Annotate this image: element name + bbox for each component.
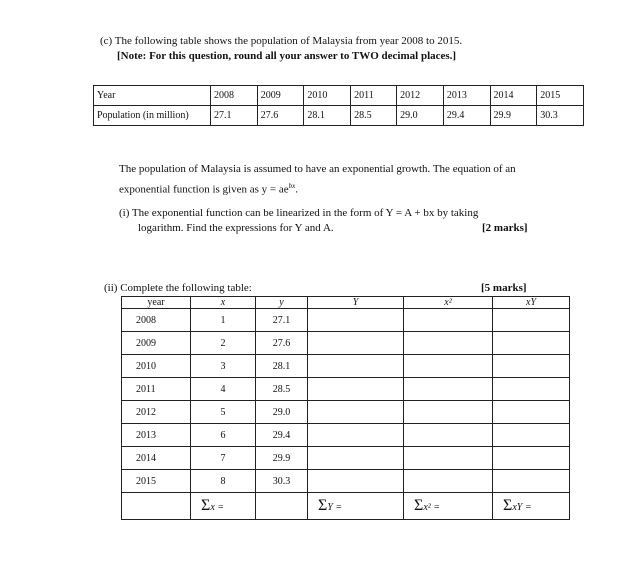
sum-x2-label: x² = <box>423 502 440 513</box>
row-x: 2 <box>191 332 256 355</box>
row-x: 3 <box>191 355 256 378</box>
row-x: 1 <box>191 309 256 332</box>
part-ii-marks: [5 marks] <box>481 282 527 294</box>
sum-empty <box>256 493 308 520</box>
answer-cell-xY[interactable] <box>493 355 570 378</box>
answer-cell-x2[interactable] <box>404 401 493 424</box>
population-cell: 28.1 <box>304 106 351 126</box>
row-y: 29.9 <box>256 447 308 470</box>
header-y-label: y <box>279 297 284 308</box>
row-year: 2010 <box>122 355 191 378</box>
table-row <box>122 470 570 493</box>
sum-Y[interactable] <box>308 493 404 520</box>
answer-cell-xY[interactable] <box>493 447 570 470</box>
answer-cell-Y[interactable] <box>308 424 404 447</box>
working-table-header <box>122 297 570 309</box>
row-x: 8 <box>191 470 256 493</box>
header-xY-label: xY <box>526 297 536 308</box>
header-Y-label: Y <box>352 297 359 308</box>
year-cell: 2015 <box>537 86 584 106</box>
population-cell: 29.4 <box>443 106 490 126</box>
row-x: 6 <box>191 424 256 447</box>
intro-line-2-end: . <box>295 183 298 196</box>
sum-empty <box>122 493 191 520</box>
year-cell: 2013 <box>443 86 490 106</box>
answer-cell-x2[interactable] <box>404 447 493 470</box>
year-cell: 2010 <box>304 86 351 106</box>
population-cell: 30.3 <box>537 106 584 126</box>
row-year: 2011 <box>122 378 191 401</box>
sigma-icon: Σ <box>318 497 328 514</box>
header-x-label: x <box>220 297 226 308</box>
part-i-line-1: (i) The exponential function can be linearized in the form of Y = A + bx by taking <box>119 207 479 219</box>
header-x2 <box>404 297 493 309</box>
sum-x2[interactable] <box>404 493 493 520</box>
header-y <box>256 297 308 309</box>
intro-line-2 <box>119 179 298 197</box>
answer-cell-x2[interactable] <box>404 309 493 332</box>
row-x: 5 <box>191 401 256 424</box>
population-cell: 28.5 <box>351 106 397 126</box>
row-year: 2013 <box>122 424 191 447</box>
population-row <box>94 106 584 126</box>
question-note: [Note: For this question, round all your answer to TWO decimal places.] <box>117 50 457 62</box>
header-year: year <box>122 297 191 309</box>
table-row <box>122 309 570 332</box>
row-y: 28.1 <box>256 355 308 378</box>
table-row <box>122 355 570 378</box>
answer-cell-Y[interactable] <box>308 309 404 332</box>
answer-cell-x2[interactable] <box>404 470 493 493</box>
row-year: 2014 <box>122 447 191 470</box>
row-year: 2009 <box>122 332 191 355</box>
answer-cell-xY[interactable] <box>493 401 570 424</box>
year-cell: 2008 <box>211 86 258 106</box>
header-x2-label: x² <box>444 297 452 308</box>
answer-cell-Y[interactable] <box>308 401 404 424</box>
row-year: 2008 <box>122 309 191 332</box>
answer-cell-xY[interactable] <box>493 470 570 493</box>
year-cell: 2011 <box>351 86 397 106</box>
table-row <box>122 424 570 447</box>
intro-line-2-text: exponential function is given as y = ae <box>119 183 289 196</box>
answer-cell-xY[interactable] <box>493 309 570 332</box>
year-cell: 2012 <box>397 86 444 106</box>
population-cell: 27.1 <box>211 106 258 126</box>
row-year: 2012 <box>122 401 191 424</box>
sigma-icon: Σ <box>201 497 211 514</box>
row-y: 28.5 <box>256 378 308 401</box>
year-row <box>94 86 584 106</box>
header-Y <box>308 297 404 309</box>
population-header: Population (in million) <box>94 106 211 126</box>
row-y: 29.0 <box>256 401 308 424</box>
table-row <box>122 332 570 355</box>
population-cell: 27.6 <box>257 106 304 126</box>
population-cell: 29.9 <box>490 106 537 126</box>
answer-cell-xY[interactable] <box>493 424 570 447</box>
answer-cell-xY[interactable] <box>493 378 570 401</box>
intro-exponent: bx <box>288 182 296 190</box>
table-row <box>122 447 570 470</box>
population-table <box>93 85 584 126</box>
year-header: Year <box>94 86 211 106</box>
answer-cell-Y[interactable] <box>308 470 404 493</box>
row-y: 27.1 <box>256 309 308 332</box>
answer-cell-x2[interactable] <box>404 378 493 401</box>
answer-cell-Y[interactable] <box>308 378 404 401</box>
table-row <box>122 378 570 401</box>
sum-x[interactable] <box>191 493 256 520</box>
population-cell: 29.0 <box>397 106 444 126</box>
sum-x-label: x = <box>210 502 224 513</box>
sum-Y-label: Y = <box>327 502 343 513</box>
header-x <box>191 297 256 309</box>
row-year: 2015 <box>122 470 191 493</box>
year-cell: 2009 <box>257 86 304 106</box>
sum-xY-label: xY = <box>512 502 532 513</box>
answer-cell-Y[interactable] <box>308 332 404 355</box>
answer-cell-x2[interactable] <box>404 355 493 378</box>
header-xY <box>493 297 570 309</box>
working-table <box>121 296 570 520</box>
intro-line-1: The population of Malaysia is assumed to have an exponential growth. The equation of an <box>119 163 516 175</box>
part-i-marks: [2 marks] <box>482 222 528 234</box>
row-y: 29.4 <box>256 424 308 447</box>
answer-cell-x2[interactable] <box>404 332 493 355</box>
answer-cell-xY[interactable] <box>493 332 570 355</box>
year-cell: 2014 <box>490 86 537 106</box>
row-y: 30.3 <box>256 470 308 493</box>
sigma-icon: Σ <box>414 497 424 514</box>
sigma-icon: Σ <box>503 497 513 514</box>
table-row <box>122 401 570 424</box>
answer-cell-Y[interactable] <box>308 355 404 378</box>
part-ii-title: (ii) Complete the following table: <box>104 282 252 294</box>
sum-xY[interactable] <box>493 493 570 520</box>
part-i-line-2: logarithm. Find the expressions for Y and A. <box>138 222 334 234</box>
row-x: 7 <box>191 447 256 470</box>
sum-row <box>122 493 570 520</box>
question-title: (c) The following table shows the population of Malaysia from year 2008 to 2015. <box>100 35 463 47</box>
row-x: 4 <box>191 378 256 401</box>
answer-cell-x2[interactable] <box>404 424 493 447</box>
row-y: 27.6 <box>256 332 308 355</box>
answer-cell-Y[interactable] <box>308 447 404 470</box>
